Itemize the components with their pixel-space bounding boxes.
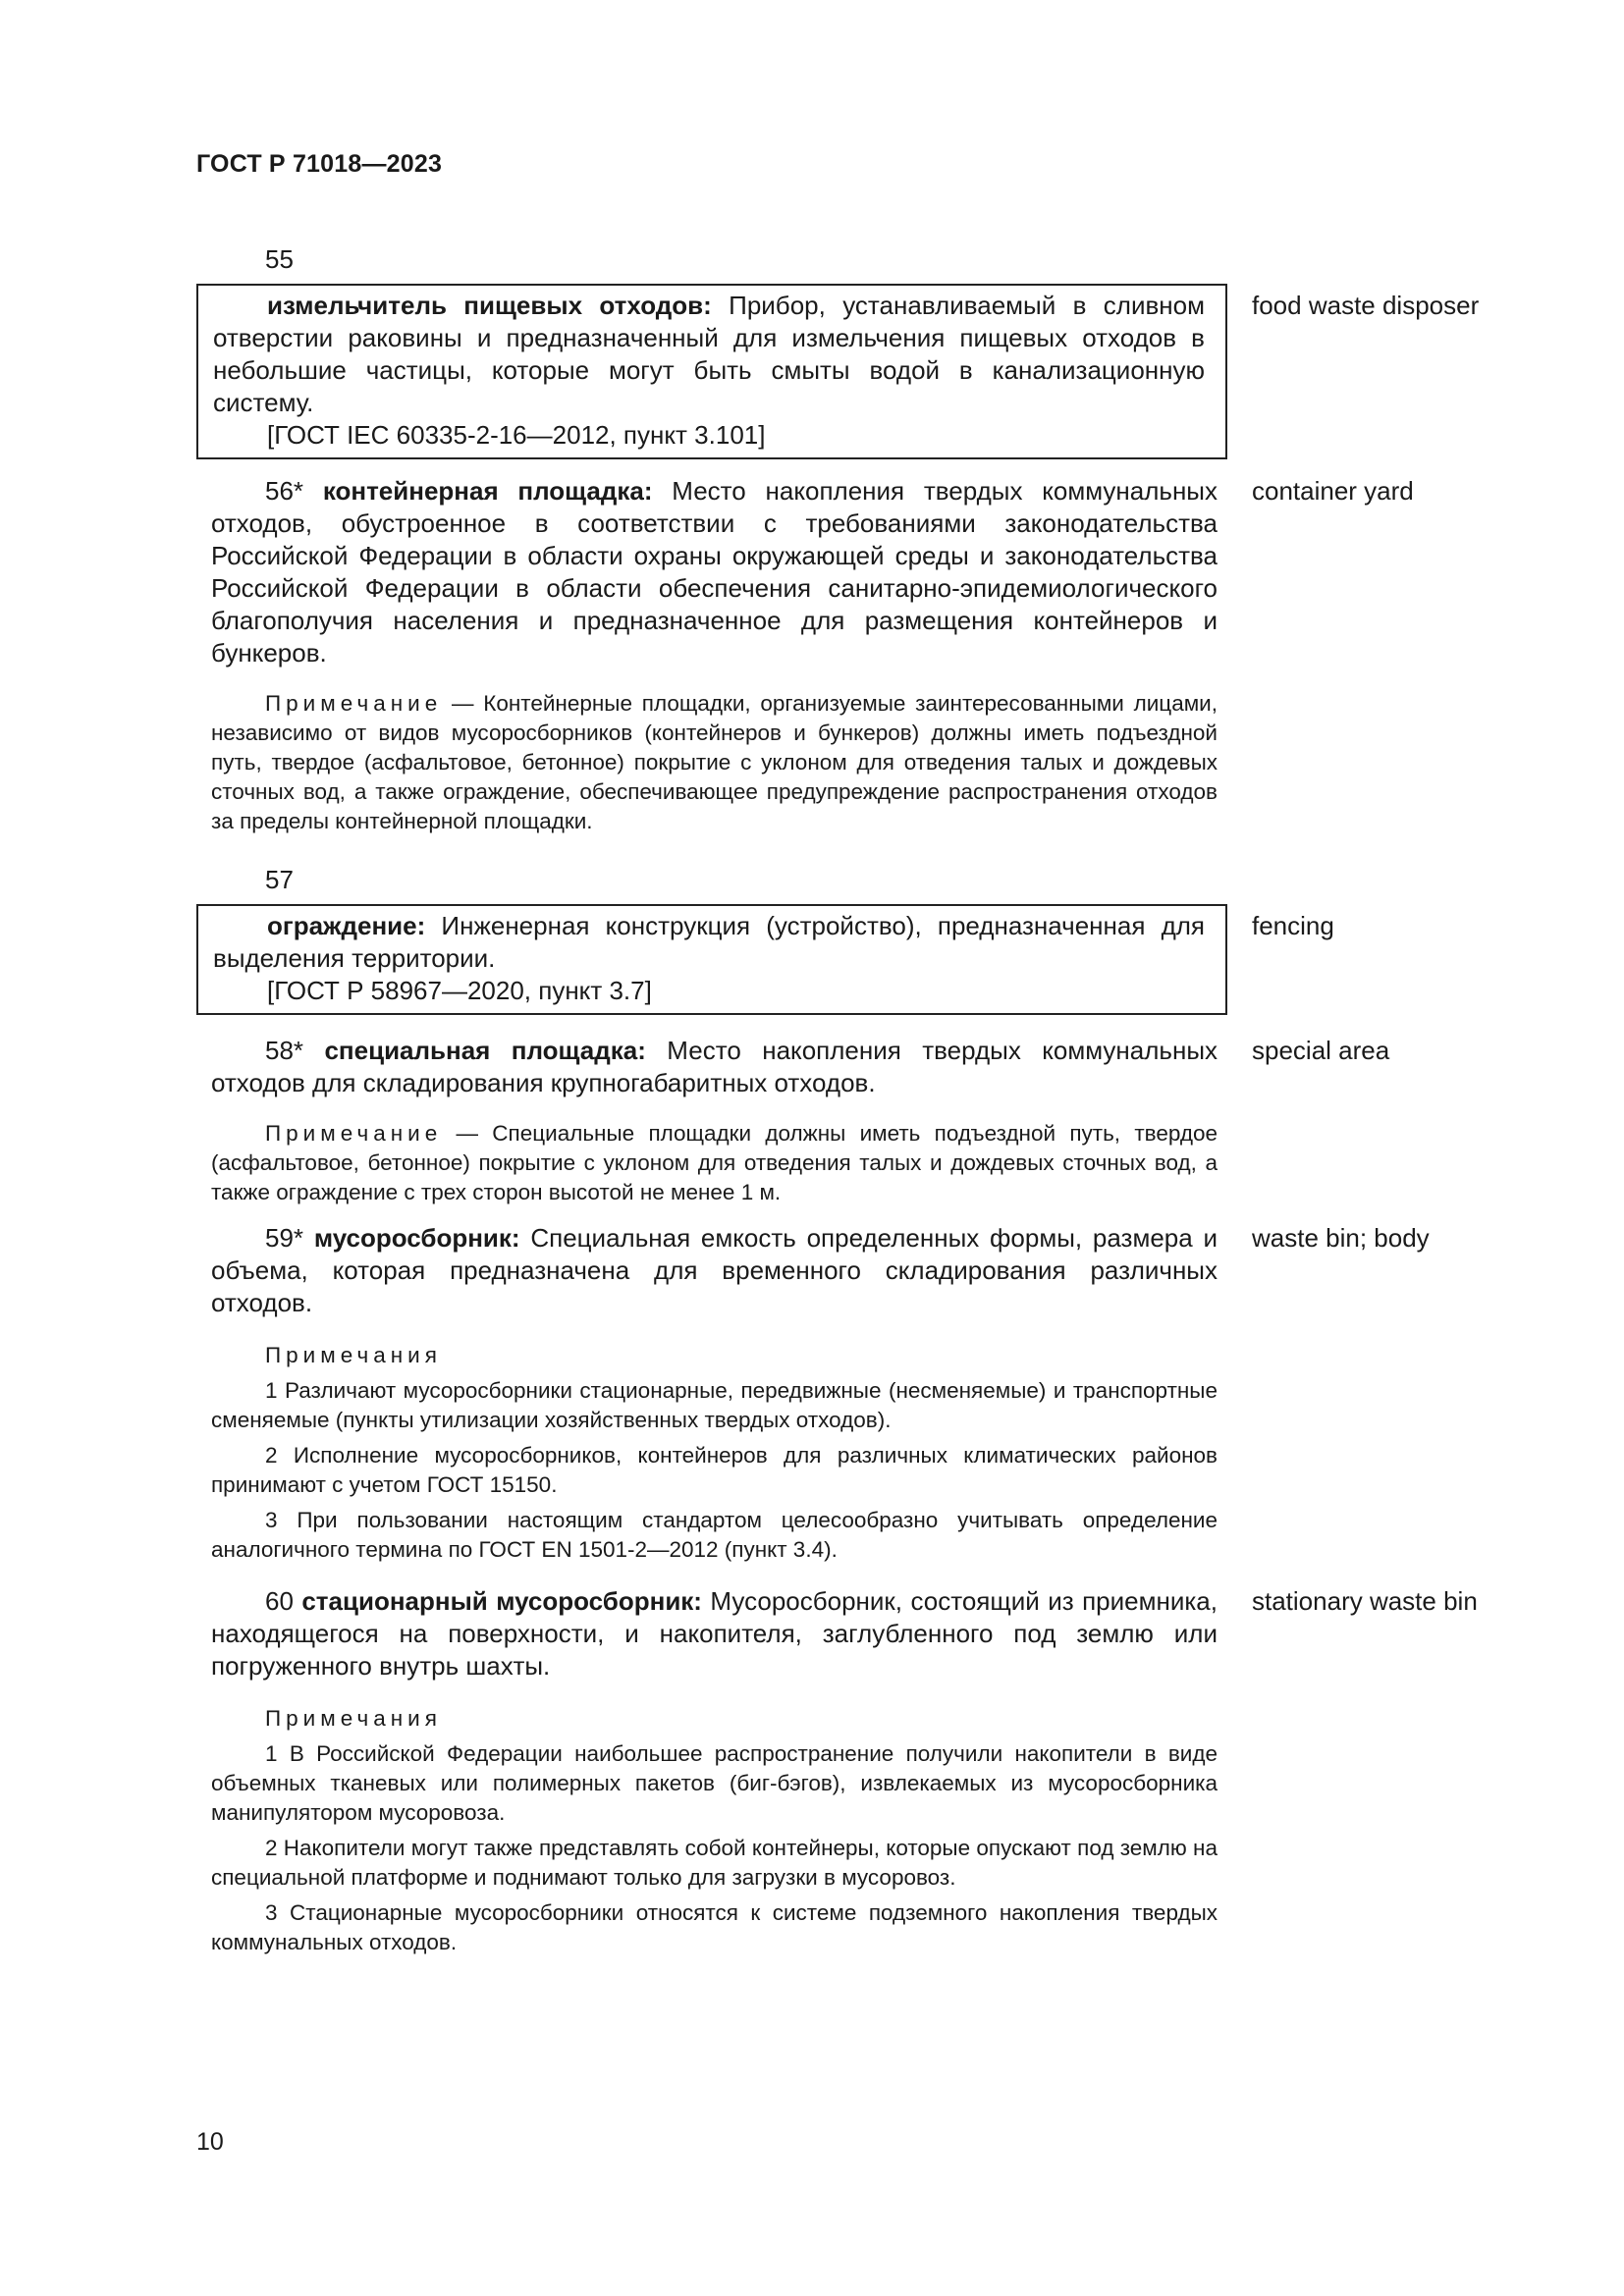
term-english: fencing (1252, 911, 1334, 940)
note-item: 1 В Российской Федерации наибольшее распространение получили накопители в виде объемных тканевых или полимерных пакетов (биг-бэгов), извлекаемых из мусоросборника манипулятором мусоровоза. (211, 1741, 1218, 1825)
term-name: ограждение: (267, 911, 426, 940)
term-box (196, 284, 1227, 459)
note-item: 2 Исполнение мусоросборников, контейнеров для различных климатических районов принимают с учетом ГОСТ 15150. (211, 1443, 1218, 1497)
term-number: 58* (265, 1036, 304, 1065)
term-definition-text: Прибор, устанавливаемый в сливном отверстии раковины и предназначенный для измельчения пищевых отходов в небольшие частицы, которые могут быть смыты водой в канализационную систему. (213, 291, 1206, 417)
term-english: container yard (1252, 476, 1414, 506)
term-definition (211, 1222, 1218, 1319)
document-header: ГОСТ Р 71018—2023 (196, 150, 443, 178)
term-entry-57 (211, 904, 1517, 1015)
term-entry-55 (211, 284, 1517, 459)
term-english: food waste disposer (1252, 291, 1480, 320)
term-number: 57 (265, 865, 294, 894)
term-name: мусоросборник: (313, 1223, 520, 1253)
note-item: 1 Различают мусоросборники стационарные, передвижные (несменяемые) и транспортные сменяемые (пункты утилизации хозяйственных твердых отходов). (211, 1378, 1218, 1432)
note-text: — Контейнерные площадки, организуемые заинтересованными лицами, независимо от видов мусоросборников (контейнеров и бункеров) должны иметь подъездной путь, твердое (асфальтовое, бетонное) покрытие с уклоном для отведения талых и дождевых сточных вод, а также ограждение, обеспечивающее предупреждение распространения отходов за пределы контейнерной площадки. (211, 691, 1218, 833)
notes-title: Примечания (265, 1706, 442, 1731)
term-english: waste bin; body (1252, 1223, 1430, 1253)
term-entry-56 (211, 475, 1517, 836)
term-number: 60 (265, 1586, 294, 1616)
term-name: стационарный мусоросборник: (301, 1586, 702, 1616)
term-english: special area (1252, 1036, 1390, 1065)
term-number: 56* (265, 476, 304, 506)
term-definition (211, 1585, 1218, 1682)
note-item: 3 Стационарные мусоросборники относятся к системе подземного накопления твердых коммунальных отходов. (211, 1900, 1218, 1954)
term-reference: [ГОСТ Р 58967—2020, пункт 3.7] (267, 976, 652, 1005)
term-entry-58 (211, 1035, 1517, 1207)
term-note (211, 689, 1218, 836)
note-label: Примечание (265, 1121, 443, 1146)
term-definition (198, 910, 1205, 975)
term-english: stationary waste bin (1252, 1586, 1478, 1616)
term-name: специальная площадка: (324, 1036, 646, 1065)
term-definition-text: Мусоросборник, состоящий из приемника, находящегося на поверхности, и накопителя, заглубленного под землю или погруженного внутрь шахты. (211, 1586, 1218, 1681)
note-item: 2 Накопители могут также представлять собой контейнеры, которые опускают под землю на специальной платформе и поднимают только для загрузки в мусоровоз. (211, 1836, 1218, 1890)
term-name: контейнерная площадка: (322, 476, 653, 506)
term-entry-59 (211, 1222, 1517, 1565)
page-number: 10 (196, 2128, 224, 2156)
term-definition (211, 475, 1218, 669)
term-definition-text: Инженерная конструкция (устройство), предназначенная для выделения территории. (213, 911, 1205, 973)
note-label: Примечание (265, 691, 443, 716)
term-definition-text: Специальная емкость определенных формы, размера и объема, которая предназначена для временного складирования различных отходов. (211, 1223, 1218, 1317)
term-definition-text: Место накопления твердых коммунальных отходов, обустроенное в соответствии с требованиями законодательства Российской Федерации в области охраны окружающей среды и законодательства Российской Федерации в области обеспечения санитарно-эпидемиологического благополучия населения и предназначенное для размещения контейнеров и бункеров. (211, 476, 1218, 667)
notes-title: Примечания (265, 1343, 442, 1367)
term-box (196, 904, 1227, 1015)
term-note (211, 1119, 1218, 1207)
term-definition-text: Место накопления твердых коммунальных отходов для складирования крупногабаритных отходов. (211, 1036, 1218, 1097)
term-reference: [ГОСТ IEC 60335-2-16—2012, пункт 3.101] (267, 420, 766, 450)
term-entry-60 (211, 1585, 1517, 1957)
term-number: 55 (265, 244, 294, 274)
term-name: измельчитель пищевых отходов: (267, 291, 712, 320)
term-number: 59* (265, 1223, 304, 1253)
note-item: 3 При пользовании настоящим стандартом целесообразно учитывать определение аналогичного термина по ГОСТ EN 1501-2—2012 (пункт 3.4). (211, 1508, 1218, 1562)
term-definition (211, 1035, 1218, 1099)
term-definition (198, 290, 1205, 419)
note-text: — Специальные площадки должны иметь подъездной путь, твердое (асфальтовое, бетонное) покрытие с уклоном для отведения талых и дождевых сточных вод, а также ограждение с трех сторон высотой не менее 1 м. (211, 1121, 1218, 1204)
